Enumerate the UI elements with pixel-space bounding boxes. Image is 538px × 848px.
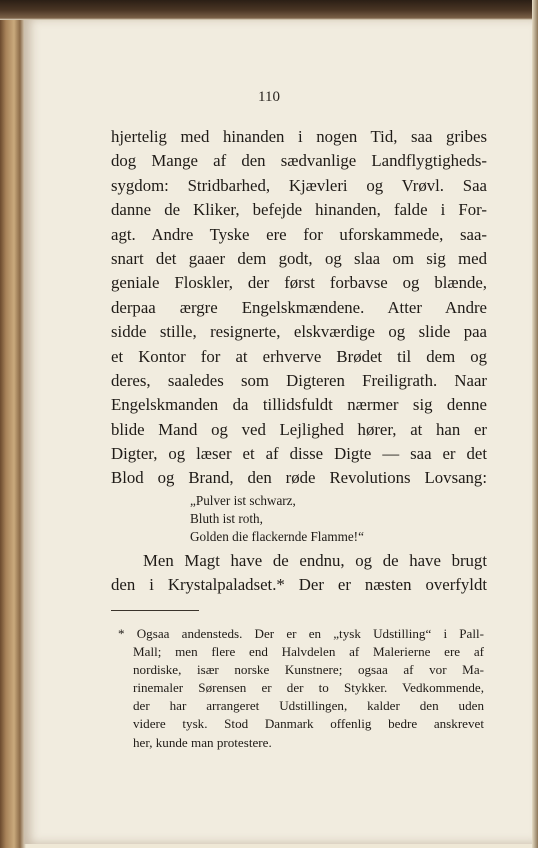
continuation-paragraph xyxy=(111,548,487,597)
text-line: danne de Kliker, befejde hinanden, falde i For- xyxy=(111,200,487,220)
footnote-rule xyxy=(111,610,199,611)
text-line: den i Krystalpaladset.* Der er næsten overfyldt xyxy=(111,575,487,595)
poem-line: „Pulver ist schwarz, xyxy=(190,493,296,508)
footnote-line: der har arrangeret Udstillingen, kalder den uden xyxy=(133,698,484,714)
text-line: dog Mange af den sædvanlige Landflygtigheds- xyxy=(111,151,487,171)
text-line: derpaa ærgre Engelskmændene. Atter Andre xyxy=(111,297,487,317)
book-right-edge xyxy=(532,0,538,848)
page-number: 110 xyxy=(258,89,280,105)
text-line: deres, saaledes som Digteren Freiligrath. Naar xyxy=(111,370,487,390)
footnote-line: her, kunde man protestere. xyxy=(133,734,272,750)
text-line: et Kontor for at erhverve Brødet til dem og xyxy=(111,346,487,366)
text-line: sidde stille, resignerte, elskværdige og slide paa xyxy=(111,322,487,342)
text-line: blide Mand og ved Lejlighed hører, at han er xyxy=(111,419,487,439)
footnote-line: * Ogsaa andensteds. Der er en „tysk Udstilling“ i Pall- xyxy=(118,626,484,641)
body-text xyxy=(111,125,487,491)
text-line: agt. Andre Tyske ere for uforskammede, saa- xyxy=(111,224,487,244)
text-line: Digter, og læser et af disse Digte — saa er det xyxy=(111,444,487,464)
poem-quote xyxy=(190,492,364,546)
book-top-edge xyxy=(0,0,538,20)
text-line: Blod og Brand, den røde Revolutions Lovsang: xyxy=(111,468,487,488)
footnote-line: rinemaler Sørensen er der to Stykker. Vedkommende, xyxy=(133,680,484,696)
footnote xyxy=(118,625,484,752)
text-line: snart det gaaer dem godt, og slaa om sig med xyxy=(111,248,487,268)
footnote-line: nordiske, især norske Kunstnere; ogsaa af vor Ma- xyxy=(133,662,484,678)
text-line: Engelskmanden da tillidsfuldt nærmer sig denne xyxy=(111,395,487,415)
footnote-line: videre tysk. Stod Danmark offenlig bedre anskrevet xyxy=(133,716,484,732)
poem-line: Golden die flackernde Flamme!“ xyxy=(190,529,364,544)
poem-line: Bluth ist roth, xyxy=(190,511,263,526)
footnote-line: Mall; men flere end Halvdelen af Malerierne ere af xyxy=(133,644,484,660)
text-line: sygdom: Stridbarhed, Kjævleri og Vrøvl. Saa xyxy=(111,175,487,195)
text-line: hjertelig med hinanden i nogen Tid, saa gribes xyxy=(111,127,487,146)
text-line: geniale Floskler, der først forbavse og blænde, xyxy=(111,273,487,293)
text-line: Men Magt have de endnu, og de have brugt xyxy=(143,551,487,570)
